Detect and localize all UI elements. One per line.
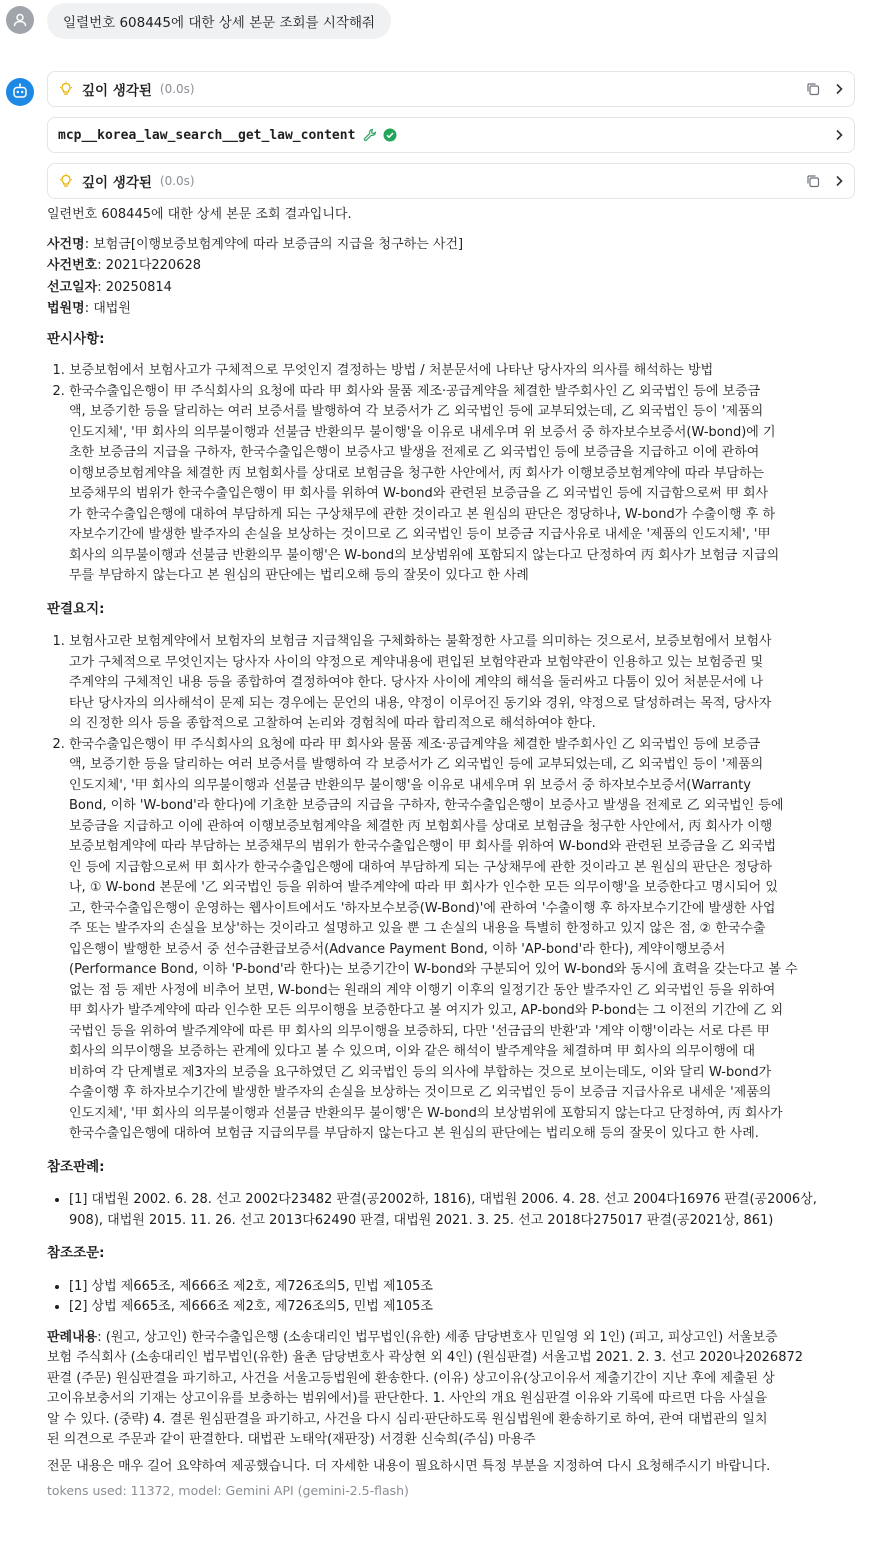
case-content-line: 고이유보충서의 기재는 상고이유를 보충하는 범위에서)를 판단한다. 1. 사안의 개요 원심판결 이유와 기록에 따르면 다음 사실을 (47, 1391, 767, 1406)
user-message-text: 일렬번호 608445에 대한 상세 본문 조회를 시작해줘 (63, 15, 376, 31)
issue-item (69, 361, 859, 382)
thinking-panel-2[interactable] (47, 163, 855, 199)
provision-item (69, 1297, 859, 1318)
text-line: 회사의 의무이행을 보증하는 관계에 있다고 볼 수 있으며, 이와 같은 해석이 발주계약을 체결하며 甲 회사의 의무이행에 대 (69, 1044, 756, 1059)
text-line: 회사의 의무불이행과 선불금 반환의무 불이행'은 W-bond의 보상범위에 포함되지 않는다고 단정하여 丙 회사가 보험금 지급의 (69, 547, 780, 563)
decision-date-label: 선고일자 (47, 279, 98, 295)
text-line: (Performance Bond, 이하 'P-bond'라 한다)는 보증기간이 W-bond와 구분되어 있어 W-bond와 동시에 효력을 갖는다고 볼 수 (69, 962, 798, 977)
case-content-line: 판례내용: (원고, 상고인) 한국수출입은행 (소송대리인 법무법인(유한) 세종 담당변호사 민일영 외 1인) (피고, 피상고인) 서울보증 (47, 1329, 778, 1345)
case-number-value: : 2021다220628 (97, 258, 202, 273)
user-icon (12, 12, 28, 28)
case-content-line: 된 의견으로 주문과 같이 판결한다. 대법관 노태악(재판장) 서경환 신숙희(주심) 마용주 (47, 1432, 536, 1447)
text-line: 908), 대법원 2015. 11. 26. 선고 2013다62490 판결, 대법원 2021. 3. 25. 선고 2018다275017 판결(공2021상, 861) (69, 1212, 774, 1228)
text-line: 보증금을 지급하고 이에 관하여 이행보증보험계약을 체결한 丙 보험회사를 상대로 보험금을 청구한 사안에서, 丙 회사가 이행 (69, 818, 773, 834)
court-value: : 대법원 (84, 301, 131, 316)
user-avatar (6, 6, 34, 34)
case-content-line: 알 수 있다. (중략) 4. 결론 원심판결을 파기하고, 사건을 다시 심리·판단하도록 원심법원에 환송하기로 하여, 관여 대법관의 일치 (47, 1411, 768, 1427)
court-label: 법원명 (47, 301, 85, 316)
text-line: Bond, 이하 'W-bond'라 한다)에 기초한 보증금의 지급을 구하자, 한국수출입은행이 보증사고 발생을 전제로 乙 외국법인 등에 (69, 798, 784, 813)
case-name-row (47, 235, 859, 256)
case-content-label: 판례내용 (47, 1329, 98, 1345)
text-line: 가 한국수출입은행에 대하여 부담하게 되는 구상채무에 관한 것이라고 본 원심의 판단은 정당하나, W-bond가 수출이행 후 하 (69, 506, 776, 522)
text-line: 국법인 등을 위하여 발주계약에 따른 甲 회사의 의무이행을 보증하되, 다만 '선금급의 반환'과 '계약 이행'이라는 서로 다른 甲 (69, 1023, 770, 1039)
text-line: • [1] 대법원 2002. 6. 28. 선고 2002다23482 판결(공2002하, 1816), 대법원 2006. 4. 28. 선고 2004다16976 판결(공2006상, (69, 1192, 817, 1207)
text-line: 입은행이 발행한 보증서 중 선수금환급보증서(Advance Payment Bond, 이하 'AP-bond'라 한다), 계약이행보증서 (69, 941, 726, 957)
response-intro: 일련번호 608445에 대한 상세 본문 조회 결과입니다. (47, 207, 352, 222)
summary-item (69, 735, 859, 1145)
chevron-right-icon[interactable] (834, 175, 844, 187)
thinking-time: (0.0s) (159, 82, 195, 96)
text-line: 자보수기간에 발생한 발주자의 손실을 보상하는 것이므로 乙 외국법인 등이 보증금 지급사유로 내세운 '제품의 인도지체', '甲 (69, 527, 771, 542)
issues-list (47, 361, 859, 587)
case-number-row (47, 256, 859, 277)
text-line: 한국수출입은행에 대하여 보험금 지급의무를 부담하지 않는다고 본 원심의 판단에는 법리오해 등의 잘못이 있다고 한 사례. (69, 1126, 759, 1141)
court-row (47, 299, 859, 320)
text-line: 액, 보증기한 등을 달리하는 여러 보증서를 발행하여 각 보증서가 乙 외국법인 등에 교부되었는데, 乙 외국법인 등이 '제품의 (69, 757, 764, 772)
user-message-bubble (47, 3, 391, 39)
provision-item (69, 1277, 859, 1298)
lightbulb-icon (58, 81, 74, 97)
text-line: 없는 점 등 제반 사정에 비추어 보면, W-bond는 원래의 계약 이행기 이후의 일정기간 동안 발주자인 乙 외국법인 등을 위하여 (69, 982, 776, 998)
text-line: 甲 회사가 발주계약에 따라 인수한 모든 의무이행을 보증한다고 볼 여지가 있고, AP-bond와 P-bond는 그 이전의 기간에 乙 외 (69, 1003, 784, 1018)
lightbulb-icon (58, 173, 74, 189)
text-line: 2. 한국수출입은행이 甲 주식회사의 요청에 따라 甲 회사와 물품 제조·공급계약을 체결한 발주회사인 乙 외국법인 등에 보증금 (69, 736, 761, 752)
decision-date-row (47, 278, 859, 299)
wrench-icon (363, 128, 377, 142)
text-line: 인 등에 지급함으로써 甲 회사가 한국수출입은행에 대하여 부담하게 되는 구상채무에 관한 것이라고 본 원심의 판단은 정당하 (69, 859, 772, 875)
summary-list (47, 632, 859, 1145)
summary-heading: 판결요지: (47, 600, 105, 617)
text-line: 고가 구체적으로 무엇인지는 당사자 사이의 약정으로 계약내용에 편입된 보험약관과 보험약관이 인용하고 있는 보험증권 및 (69, 654, 764, 670)
issue-item (69, 382, 859, 587)
tool-call-panel[interactable] (47, 117, 855, 153)
assistant-response (47, 205, 859, 1502)
thinking-time: (0.0s) (159, 174, 195, 188)
thinking-panel-1[interactable] (47, 71, 855, 107)
precedent-item (69, 1190, 859, 1231)
case-number-label: 사건번호 (47, 258, 98, 273)
text-line: 보증보험계약에 따라 부담하는 보증채무의 범위가 한국수출입은행이 甲 회사를 위하여 W-bond와 관련된 보증금을 乙 외국법 (69, 839, 777, 854)
chevron-right-icon[interactable] (834, 83, 844, 95)
text-line: 주 또는 발주자의 손실을 보상'하는 것이라고 설명하고 있을 뿐 그 손실의 내용을 특별히 한정하고 있지 않은 점, ② 한국수출 (69, 921, 766, 936)
text-line: 인도지체', '甲 회사의 의무불이행과 선불금 반환의무 불이행'을 이유로 내세우며 위 보증서 중 하자보수보증서(Warranty (69, 777, 751, 793)
assistant-avatar (6, 78, 34, 106)
text-line: 수출이행 후 하자보수기간에 발생한 발주자의 손실을 보상하는 것이므로 乙 외국법인 등이 보증금 지급사유로 내세운 '제품의 (69, 1085, 772, 1100)
text-line: 비하여 각 단계별로 제3자의 보증을 요구하였던 乙 외국법인 등의 의사에 부합하는 것으로 보이는데도, 이와 달리 W-bond가 (69, 1064, 772, 1080)
case-name-label: 사건명 (47, 236, 85, 252)
provisions-heading: 참조조문: (47, 1245, 105, 1261)
closing-note: 전문 내용은 매우 길어 요약하여 제공했습니다. 더 자세한 내용이 필요하시면 특정 부분을 지정하여 다시 요청해주시기 바랍니다. (47, 1458, 771, 1474)
text-line: 초한 보증금의 지급을 구하자, 한국수출입은행이 보증사고 발생을 전제로 乙 외국법인 등에 보증금을 지급하고 이에 관하여 (69, 445, 760, 460)
token-usage: tokens used: 11372, model: Gemini API (gemini-2.5-flash) (47, 1483, 409, 1498)
tool-name: mcp__korea_law_search__get_law_content (58, 127, 356, 143)
text-line: 의 진정한 의사 등을 종합적으로 고찰하여 논리와 경험칙에 따라 합리적으로 해석하여야 한다. (69, 716, 596, 731)
precedents-heading: 참조판례: (47, 1158, 105, 1175)
text-line: 주계약의 구체적인 내용 등을 종합하여 결정하여야 한다. 당사자 사이에 계약의 해석을 둘러싸고 다툼이 있어 처분문서에 나 (69, 675, 764, 690)
thinking-label: 깊이 생각된 (82, 175, 152, 191)
text-line: • [2] 상법 제665조, 제666조 제2호, 제726조의5, 민법 제105조 (69, 1299, 433, 1314)
case-content-line: 판결 (주문) 원심판결을 파기하고, 사건을 서울고등법원에 환송한다. (이유) 상고이유(상고이유서 제출기간이 지난 후에 제출된 상 (47, 1370, 775, 1386)
text-line: 인도지체', '甲 회사의 의무불이행과 선불금 반환의무 불이행'은 W-bond의 보상범위에 포함되지 않는다고 단정하여, 丙 회사가 (69, 1105, 783, 1121)
text-line: 이행보증보험계약을 체결한 丙 보험회사를 상대로 보험금을 청구한 사안에서, 丙 회사가 이행보증보험계약에 따라 부담하는 (69, 465, 765, 481)
copy-icon[interactable] (806, 174, 820, 188)
text-line: 인도지체', '甲 회사의 의무불이행과 선불금 반환의무 불이행'을 이유로 내세우며 위 보증서 중 하자보수보증서(W-bond)에 기 (69, 424, 776, 440)
issues-heading: 판시사항: (47, 330, 105, 347)
text-line: 2. 한국수출입은행이 甲 주식회사의 요청에 따라 甲 회사와 물품 제조·공급계약을 체결한 발주회사인 乙 외국법인 등에 보증금 (69, 383, 761, 399)
thinking-label: 깊이 생각된 (82, 83, 152, 99)
copy-icon[interactable] (806, 82, 820, 96)
robot-icon (11, 83, 29, 101)
summary-item (69, 632, 859, 735)
case-content-line: 보험 주식회사 (소송대리인 법무법인(유한) 율촌 담당변호사 곽상현 외 4인) (원심판결) 서울고법 2021. 2. 3. 선고 2020나2026872 (47, 1350, 804, 1365)
chevron-right-icon[interactable] (834, 129, 844, 141)
check-circle-icon (383, 128, 397, 142)
provisions-list (47, 1277, 859, 1318)
text-line: 나, ① W-bond 본문에 '乙 외국법인 등을 위하여 발주계약에 따라 甲 회사가 인수한 모든 의무이행'을 보증한다고 명시되어 있 (69, 880, 778, 895)
text-line: 1. 보험사고란 보험계약에서 보험자의 보험금 지급책임을 구체화하는 불확정한 사고를 의미하는 것으로서, 보증보험에서 보험사 (69, 634, 772, 649)
case-meta (47, 235, 859, 320)
text-line: 타난 당사자의 의사해석이 문제 되는 경우에는 문언의 내용, 약정이 이루어진 동기와 경위, 약정으로 달성하려는 목적, 당사자 (69, 695, 772, 711)
text-line: 보증채무의 범위가 한국수출입은행이 甲 회사를 위하여 W-bond와 관련된 보증금을 乙 외국법인 등에 지급함으로써 甲 회사 (69, 486, 769, 501)
decision-date-value: : 20250814 (97, 279, 172, 295)
text-line: • [1] 상법 제665조, 제666조 제2호, 제726조의5, 민법 제105조 (69, 1278, 433, 1294)
case-name-value: : 보험금[이행보증보험계약에 따라 보증금의 지급을 청구하는 사건] (84, 236, 464, 252)
text-line: 액, 보증기한 등을 달리하는 여러 보증서를 발행하여 각 보증서가 乙 외국법인 등에 교부되었는데, 乙 외국법인 등이 '제품의 (69, 404, 764, 419)
text-line: 고, 한국수출입은행이 운영하는 웹사이트에서도 '하자보수보증(W-Bond)'에 관하여 '수출이행 후 하자보수기간에 발생한 사업 (69, 900, 776, 916)
precedents-list (47, 1190, 859, 1231)
text-line: 1. 보증보험에서 보험사고가 구체적으로 무엇인지 결정하는 방법 / 처분문서에 나타난 당사자의 의사를 해석하는 방법 (69, 363, 714, 378)
text-line: 무를 부담하지 않는다고 본 원심의 판단에는 법리오해 등의 잘못이 있다고 한 사례 (69, 568, 529, 583)
case-content (47, 1328, 859, 1451)
